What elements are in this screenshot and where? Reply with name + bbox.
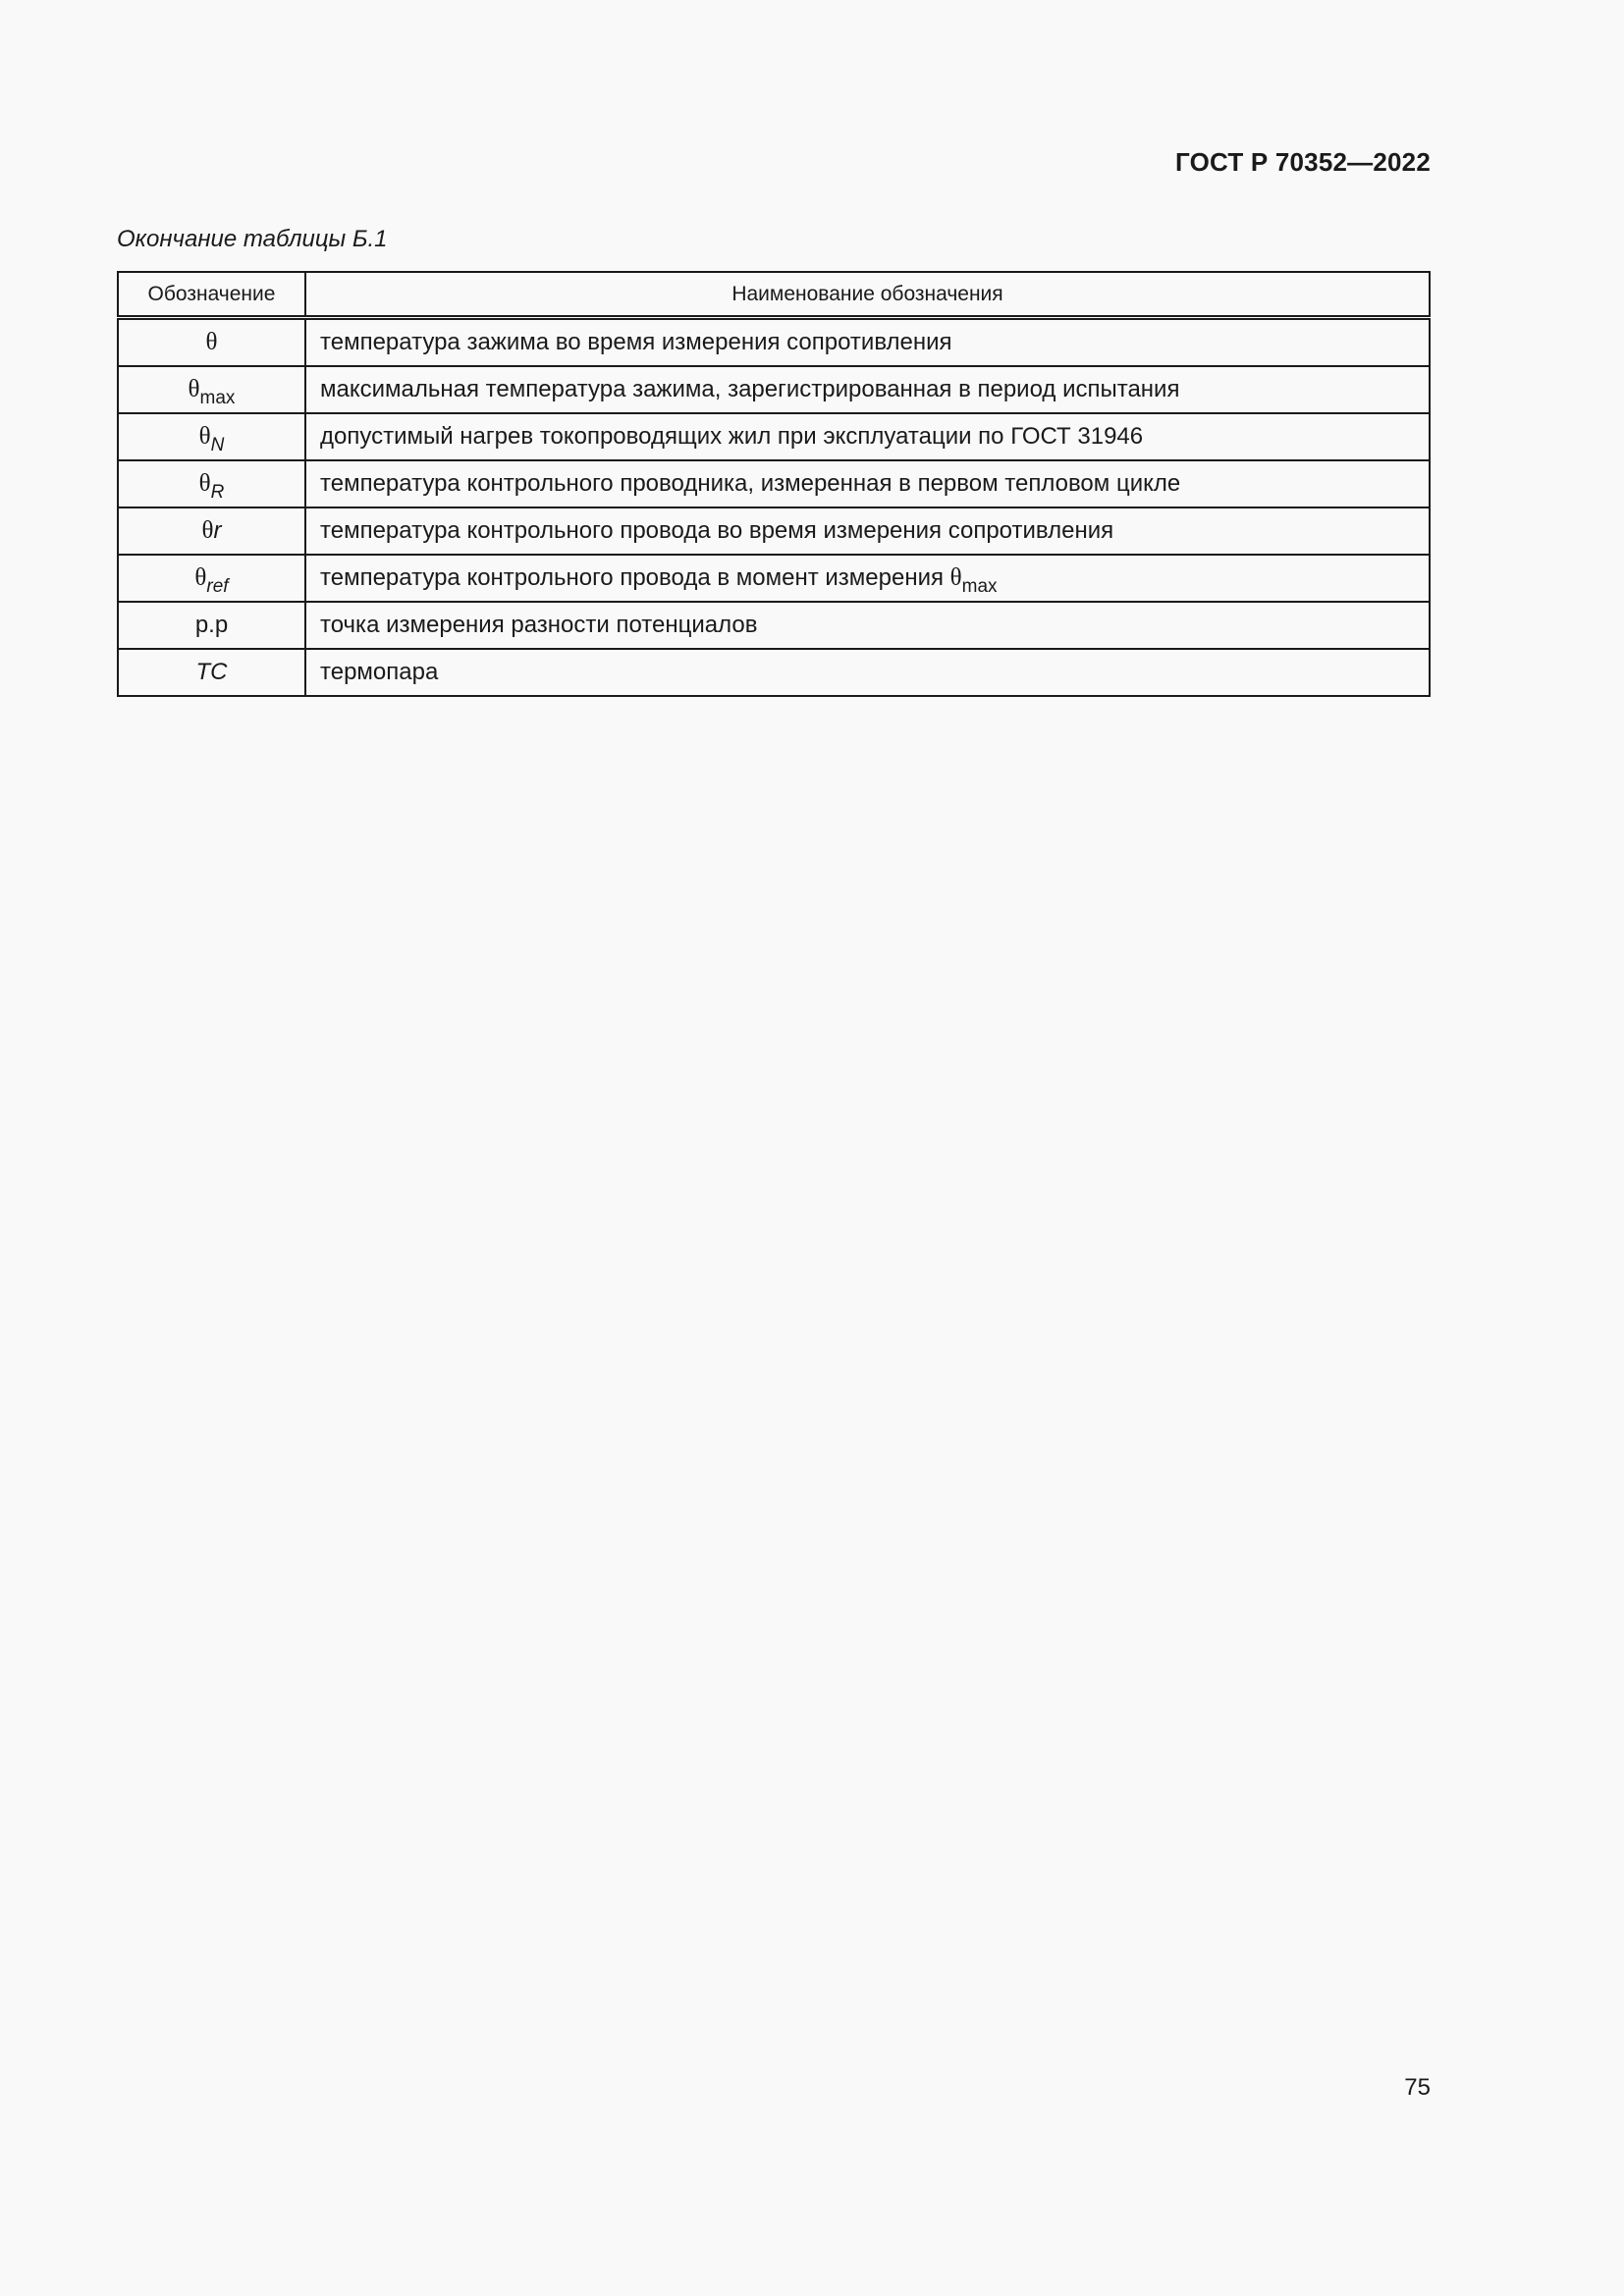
column-header-description: Наименование обозначения [305, 272, 1430, 318]
table-caption: Окончание таблицы Б.1 [117, 226, 388, 252]
document-code: ГОСТ Р 70352—2022 [1175, 147, 1431, 177]
description-cell: температура контрольного провода в момент измерения $\theta_{max}$ [305, 555, 1430, 602]
table-row [118, 318, 1430, 367]
symbol-cell: $\theta_R$ [118, 460, 305, 507]
table-row [118, 413, 1430, 460]
description-cell: допустимый нагрев токопроводящих жил при эксплуатации по ГОСТ 31946 [305, 413, 1430, 460]
description-cell: температура контрольного провода во время измерения сопротивления [305, 507, 1430, 555]
symbol-cell: TC [118, 649, 305, 696]
symbols-table [117, 271, 1431, 697]
symbol-cell: θ [118, 318, 305, 367]
symbol-cell: $\theta_N$ [118, 413, 305, 460]
symbol-cell: $\theta_{ref}$ [118, 555, 305, 602]
description-cell: максимальная температура зажима, зарегистрированная в период испытания [305, 366, 1430, 413]
table-row [118, 507, 1430, 555]
table-row [118, 460, 1430, 507]
description-cell: температура зажима во время измерения сопротивления [305, 318, 1430, 367]
column-header-symbol: Обозначение [118, 272, 305, 318]
description-cell: точка измерения разности потенциалов [305, 602, 1430, 649]
symbol-cell: p.p [118, 602, 305, 649]
table-header-row [118, 272, 1430, 318]
table-row [118, 602, 1430, 649]
symbol-cell: θr [118, 507, 305, 555]
description-cell: температура контрольного проводника, измеренная в первом тепловом цикле [305, 460, 1430, 507]
description-cell: термопара [305, 649, 1430, 696]
table-row [118, 555, 1430, 602]
table-row [118, 366, 1430, 413]
table-row [118, 649, 1430, 696]
symbol-cell: $\theta_{max}$ [118, 366, 305, 413]
page-number: 75 [1404, 2074, 1431, 2101]
